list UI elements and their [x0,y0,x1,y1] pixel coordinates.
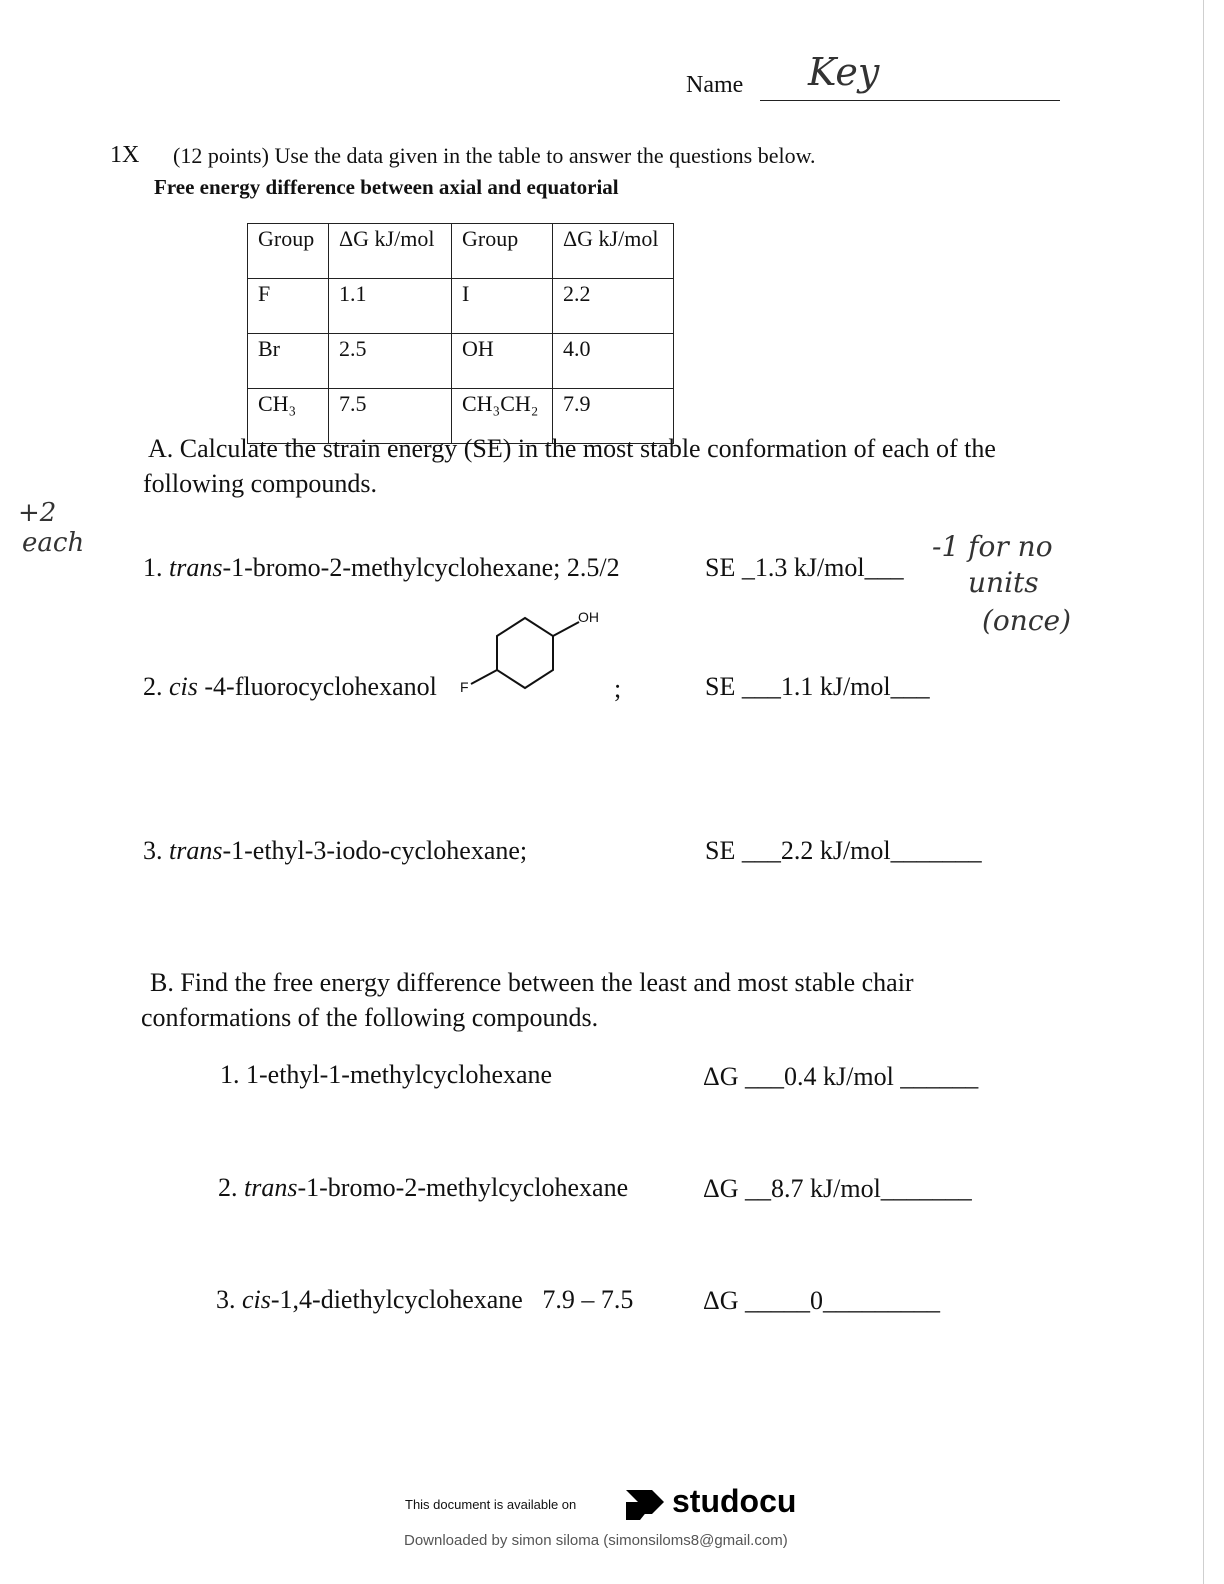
answer-blank-lead: _____ [745,1286,810,1315]
studocu-logo-icon [622,1480,668,1526]
item-number: 3. [216,1285,236,1314]
footer-downloaded-text: Downloaded by simon siloma (simonsiloms8@gmail.com) [404,1532,788,1549]
answer-value: 2.2 kJ/mol [780,836,891,865]
answer-value: 1.3 kJ/mol [754,553,865,582]
partB-instruction-line1: B. Find the free energy difference between the least and most stable chair [150,968,914,997]
answer-blank-lead: _ [741,553,755,582]
answer-blank-trail: ______ [900,1062,979,1091]
item-number: 2. [218,1173,238,1202]
item-prefix: trans [169,836,223,865]
item-number: 2. [143,672,163,701]
answer-blank-trail: _______ [890,836,982,865]
partB-answer-1 [703,1062,978,1092]
partB-answer-2 [703,1174,972,1204]
partA-answer-1 [705,553,904,583]
partB-item-2 [218,1173,628,1203]
answer-blank-lead: ___ [741,672,781,701]
item-number: 3. [143,836,163,865]
free-energy-table [247,223,674,444]
partA-item-2 [143,672,437,702]
grader-note-line2: units [968,566,1039,599]
question-points: (12 points) [173,143,269,168]
table-cell: Br [248,334,329,389]
item-number: 1. [220,1060,240,1089]
margin-note-line1: +2 [18,498,57,528]
item-prefix: cis [169,672,198,701]
answer-blank-lead: ___ [745,1062,784,1091]
table-cell: 1.1 [329,279,452,334]
answer-label: ΔG [703,1286,739,1315]
partA-item-3 [143,836,527,866]
item-name: -1-bromo-2-methylcyclohexane; 2.5/2 [222,553,620,582]
partA-answer-2 [705,672,930,702]
item-number: 1. [143,553,163,582]
oh-label: OH [578,609,599,625]
table-title: Free energy difference between axial and equatorial [154,175,619,199]
answer-value: 8.7 kJ/mol [771,1174,881,1203]
answer-value: 0 [810,1286,823,1315]
partB-answer-3 [703,1286,940,1316]
margin-note-line2: each [22,528,85,558]
table-header-cell: Group [248,224,329,279]
item-prefix: trans [169,553,223,582]
answer-label: SE [705,553,736,582]
partA-instruction-line2: following compounds. [143,469,377,498]
question-text: Use the data given in the table to answer the questions below. [274,143,816,168]
answer-value: 1.1 kJ/mol [780,672,891,701]
table-cell: I [452,279,553,334]
table-header-row [248,224,674,279]
answer-blank-trail: ___ [864,553,904,582]
name-label: Name [686,72,744,98]
item-prefix: trans [244,1173,298,1202]
table-row [248,334,674,389]
grader-note-line3: (once) [982,604,1071,637]
item-prefix: cis [242,1285,271,1314]
answer-label: SE [705,672,736,701]
grader-note-line1: -1 for no [932,530,1053,563]
table-cell: F [248,279,329,334]
answer-label: SE [705,836,736,865]
table-cell: OH [452,334,553,389]
name-handwritten: Key [808,50,880,94]
answer-label: ΔG [703,1062,739,1091]
answer-blank-lead: ___ [741,836,781,865]
studocu-brand[interactable]: studocu [672,1483,797,1519]
scan-edge-line [1203,0,1204,1584]
name-field [760,66,1060,101]
partB-item-1 [220,1060,552,1090]
semicolon: ; [614,674,622,703]
table-cell: CH₃ [248,389,329,444]
table-header-cell: ΔG kJ/mol [553,224,674,279]
table-cell: CH₃CH₂ [452,389,553,444]
table-cell: 2.5 [329,334,452,389]
table-row [248,279,674,334]
answer-label: ΔG [703,1174,739,1203]
answer-blank-trail: _______ [880,1174,972,1203]
f-label: F [460,679,469,695]
item-name: -1,4-diethylcyclohexane 7.9 – 7.5 [270,1285,634,1314]
footer-available-text: This document is available on [405,1497,577,1512]
table-header-cell: Group [452,224,553,279]
partB-instruction-line2: conformations of the following compounds. [141,1003,599,1032]
answer-blank-lead: __ [745,1174,771,1203]
table-cell: 7.5 [329,389,452,444]
partA-instruction-line1: A. Calculate the strain energy (SE) in the most stable conformation of each of the [148,434,996,463]
question-number: 1X [110,142,140,168]
table-header-cell: ΔG kJ/mol [329,224,452,279]
table-cell: 7.9 [553,389,674,444]
table-cell: 4.0 [553,334,674,389]
answer-blank-trail: _________ [823,1286,940,1315]
answer-blank-trail: ___ [890,672,930,701]
item-name: -4-fluorocyclohexanol [197,672,437,701]
partA-answer-3 [705,836,982,866]
table-cell: 2.2 [553,279,674,334]
answer-value: 0.4 kJ/mol [784,1062,894,1091]
partA-item-1 [143,553,620,583]
question-instruction [173,143,816,169]
item-name: 1-ethyl-1-methylcyclohexane [246,1060,553,1089]
partB-item-3 [216,1285,633,1315]
item-name: -1-bromo-2-methylcyclohexane [297,1173,629,1202]
item-name: -1-ethyl-3-iodo-cyclohexane; [222,836,528,865]
